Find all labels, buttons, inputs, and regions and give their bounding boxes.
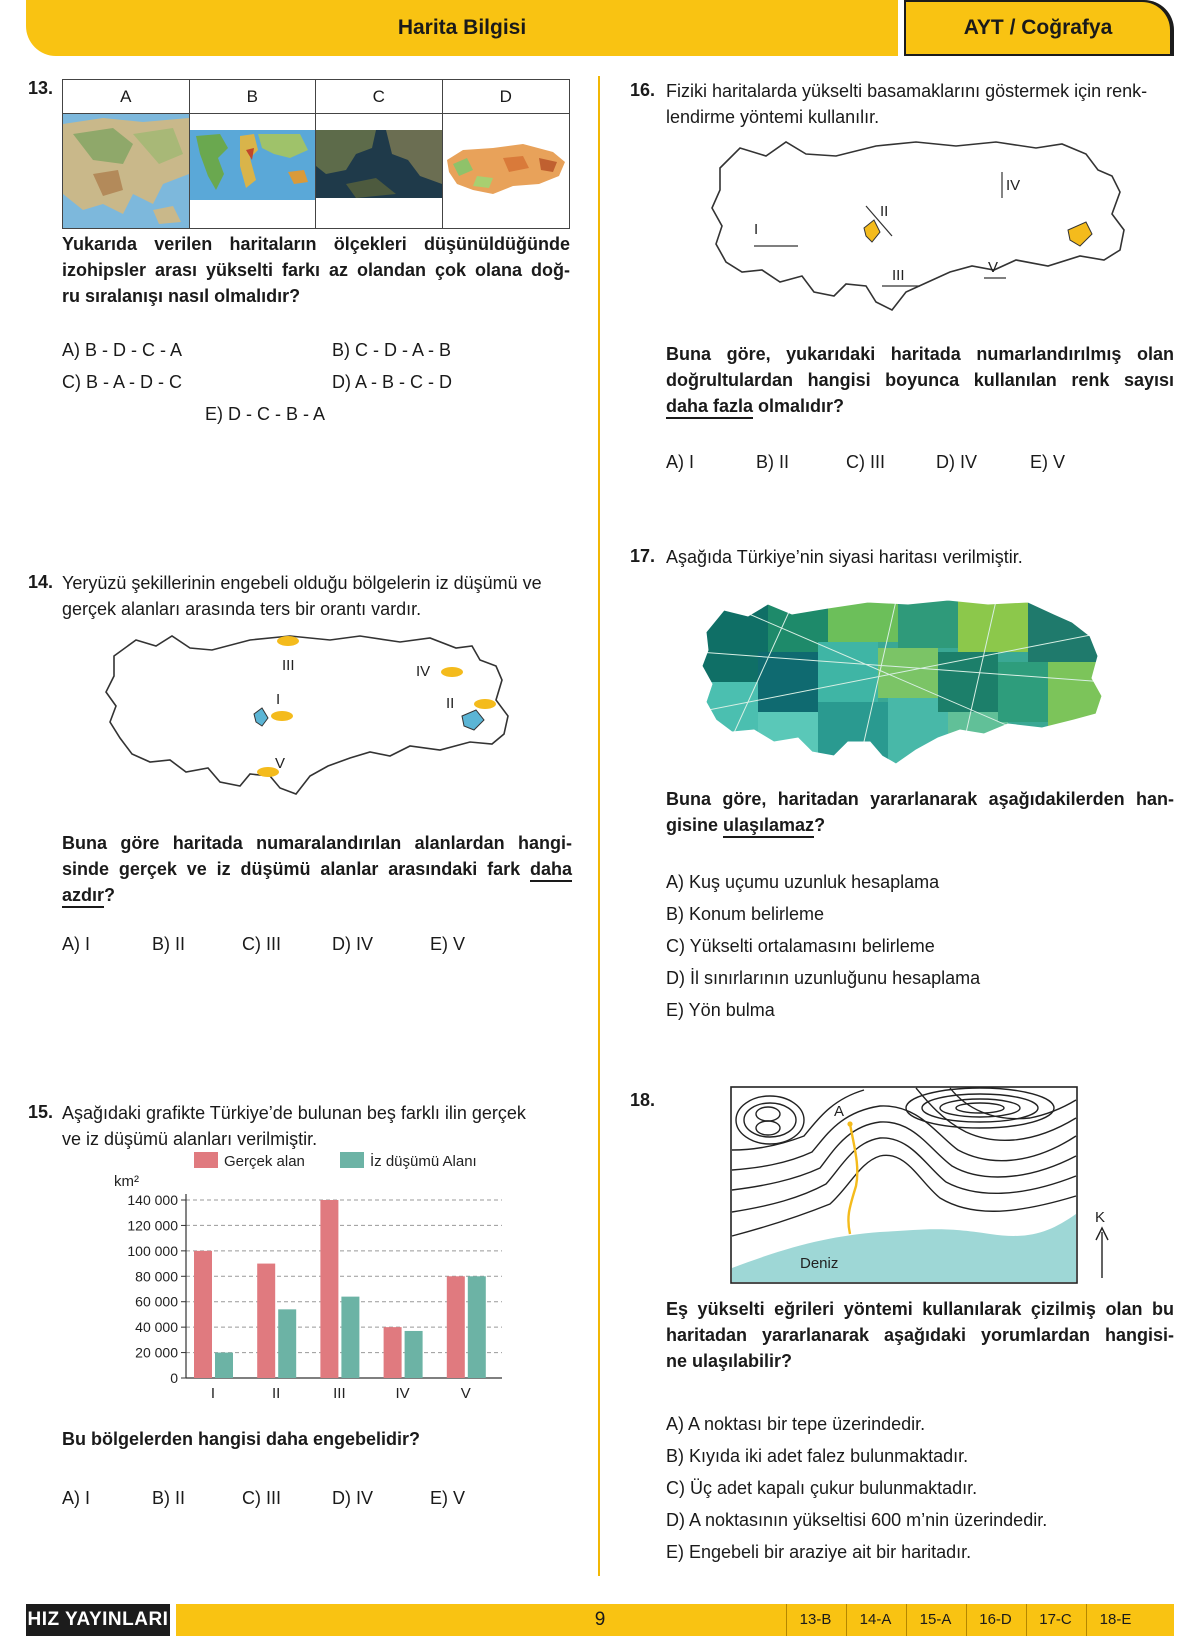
map-label-ii: II — [880, 203, 889, 220]
q14-question: Buna göre haritada numaralandırılan alanlardan hangi- sinde gerçek ve iz düşümü alanlar arasındaki fark daha azdır? — [62, 830, 572, 908]
y-axis-label: km² — [114, 1173, 139, 1190]
x-tick-label: V — [460, 1385, 471, 1402]
option-c[interactable]: C) III — [242, 1488, 281, 1508]
q15-intro: Aşağıdaki grafikte Türkiye’de bulunan beş farklı ilin gerçek ve iz düşümü alanları verilmiştir. — [62, 1103, 526, 1149]
bar-real-area — [257, 1264, 275, 1378]
option-b[interactable]: B) II — [152, 1488, 186, 1508]
y-tick-label: 40 000 — [135, 1319, 178, 1336]
option-e[interactable]: E) D - C - B - A — [205, 404, 326, 424]
answer-key-14: 14-A — [846, 1604, 904, 1636]
y-tick-label: 0 — [170, 1370, 178, 1386]
option-a[interactable]: A) I — [62, 1488, 91, 1508]
table-header-d: D — [443, 80, 570, 114]
q13-question: Yukarıda verilen haritaların ölçekleri düşünüldüğünde izohipsler arası yükselti farkı az olandan çok olana doğ- ru sıralanışı nasıl olmalıdır? — [62, 234, 570, 306]
y-tick-label: 140 000 — [127, 1192, 178, 1208]
map-label-iv: IV — [416, 663, 431, 680]
question-number: 15. — [28, 1102, 54, 1122]
map-label-iv: IV — [1006, 177, 1021, 194]
option-d[interactable]: D) IV — [332, 1488, 374, 1508]
x-tick-label: III — [333, 1385, 346, 1402]
option-d[interactable]: D) IV — [332, 934, 374, 954]
answer-key-18: 18-E — [1086, 1604, 1144, 1636]
answer-key-17: 17-C — [1026, 1604, 1084, 1636]
table-header-a: A — [63, 80, 190, 114]
bar-real-area — [194, 1251, 212, 1378]
option-c[interactable]: C) III — [846, 452, 885, 472]
legend-label: İz düşümü Alanı — [370, 1153, 477, 1170]
bar-projection-area — [215, 1353, 233, 1378]
y-tick-label: 20 000 — [135, 1344, 178, 1361]
map-label-i: I — [754, 221, 759, 238]
option-b[interactable]: B) Konum belirleme — [666, 904, 825, 924]
y-tick-label: 120 000 — [127, 1217, 178, 1234]
question-number: 14. — [28, 572, 54, 592]
map-image-asia — [63, 114, 190, 228]
map-label-v: V — [275, 755, 286, 772]
y-tick-label: 100 000 — [127, 1242, 178, 1259]
legend-label: Gerçek alan — [224, 1153, 305, 1170]
map-scale-table — [62, 79, 570, 229]
y-tick-label: 80 000 — [135, 1268, 178, 1285]
point-a-label: A — [834, 1103, 845, 1120]
option-a[interactable]: A) A noktası bir tepe üzerindedir. — [666, 1414, 926, 1434]
option-a[interactable]: A) Kuş uçumu uzunluk hesaplama — [666, 872, 940, 892]
option-b[interactable]: B) C - D - A - B — [332, 340, 452, 360]
option-a[interactable]: A) B - D - C - A — [62, 340, 183, 360]
page-number: 9 — [594, 1609, 606, 1630]
q18-question: Eş yükselti eğrileri yöntemi kullanılarak çizilmiş olan bu haritadan yararlanarak aşağıdaki yorumlardan hangisi- ne ulaşılabilir? — [666, 1299, 1174, 1371]
question-number: 16. — [630, 80, 656, 100]
q17-intro: Aşağıda Türkiye’nin siyasi haritası verilmiştir. — [666, 547, 1023, 567]
footer-bar — [176, 1604, 1174, 1636]
x-tick-label: I — [210, 1385, 216, 1402]
answer-key-15: 15-A — [906, 1604, 964, 1636]
q15-question: Bu bölgelerden hangisi daha engebelidir? — [62, 1429, 421, 1449]
x-tick-label: II — [272, 1385, 281, 1402]
map-label-iii: III — [892, 267, 905, 284]
q18-contour-map — [730, 1086, 1134, 1286]
q16-turkey-map — [706, 134, 1146, 320]
map-image-turkey-physical — [443, 114, 570, 228]
option-e[interactable]: E) Engebeli bir araziye ait bir haritadır. — [666, 1542, 972, 1562]
table-header-c: C — [316, 80, 443, 114]
option-e[interactable]: E) Yön bulma — [666, 1000, 775, 1020]
option-b[interactable]: B) II — [152, 934, 186, 954]
map-label-iii: III — [282, 657, 295, 674]
bar-projection-area — [405, 1331, 423, 1378]
q14-intro: Yeryüzü şekillerinin engebeli olduğu bölgelerin iz düşümü ve gerçek alanları arasında ters bir orantı vardır. — [62, 573, 542, 619]
option-c[interactable]: C) III — [242, 934, 281, 954]
q17-question: Buna göre, haritadan yararlanarak aşağıdakilerden han- gisine ulaşılamaz? — [666, 786, 1174, 838]
option-d[interactable]: D) İl sınırlarının uzunluğunu hesaplama — [666, 968, 981, 988]
option-d[interactable]: D) A noktasının yükseltisi 600 m’nin üzerindedir. — [666, 1510, 1048, 1530]
subject-title: AYT / Coğrafya — [963, 16, 1113, 39]
option-c[interactable]: C) Yükselti ortalamasını belirleme — [666, 936, 935, 956]
legend-swatch — [194, 1152, 218, 1168]
area-bar-chart — [110, 1150, 530, 1410]
option-c[interactable]: C) Üç adet kapalı çukur bulunmaktadır. — [666, 1478, 978, 1498]
section-title: Harita Bilgisi — [397, 16, 527, 39]
option-e[interactable]: E) V — [1030, 452, 1066, 472]
q16-question: Buna göre, yukarıdaki haritada numarlandırılmış olan doğrultulardan hangisi boyunca kullanılan renk sayısı daha fazla olmalıdır? — [666, 341, 1174, 419]
publisher-logo: HIZ YAYINLARI — [26, 1604, 170, 1636]
bar-real-area — [384, 1327, 402, 1378]
option-d[interactable]: D) A - B - C - D — [332, 372, 453, 392]
map-image-world — [190, 114, 317, 228]
option-c[interactable]: C) B - A - D - C — [62, 372, 183, 392]
bar-projection-area — [341, 1297, 359, 1378]
question-number: 18. — [630, 1090, 656, 1110]
option-e[interactable]: E) V — [430, 1488, 466, 1508]
option-b[interactable]: B) Kıyıda iki adet falez bulunmaktadır. — [666, 1446, 969, 1466]
table-header-b: B — [190, 80, 317, 114]
option-d[interactable]: D) IV — [936, 452, 978, 472]
answer-key-16: 16-D — [966, 1604, 1024, 1636]
q16-intro: Fiziki haritalarda yükselti basamaklarını göstermek için renk- lendirme yöntemi kullanılır. — [666, 81, 1148, 127]
map-label-ii: II — [446, 695, 455, 712]
bar-projection-area — [468, 1276, 486, 1378]
answer-key-13: 13-B — [786, 1604, 844, 1636]
x-tick-label: IV — [395, 1385, 410, 1402]
q17-political-map — [698, 592, 1106, 768]
option-e[interactable]: E) V — [430, 934, 466, 954]
north-label: K — [1095, 1209, 1106, 1226]
question-number: 17. — [630, 546, 656, 566]
q14-turkey-map — [100, 626, 530, 816]
bar-real-area — [447, 1276, 465, 1378]
bar-real-area — [320, 1200, 338, 1378]
option-a[interactable]: A) I — [666, 452, 695, 472]
map-image-satellite — [316, 114, 443, 228]
column-divider — [598, 76, 600, 1576]
option-b[interactable]: B) II — [756, 452, 790, 472]
legend-swatch — [340, 1152, 364, 1168]
map-label-i: I — [276, 691, 281, 708]
map-label-v: V — [988, 259, 999, 276]
sea-label: Deniz — [800, 1255, 839, 1272]
y-tick-label: 60 000 — [135, 1293, 178, 1310]
question-number: 13. — [28, 78, 54, 98]
option-a[interactable]: A) I — [62, 934, 91, 954]
bar-projection-area — [278, 1309, 296, 1378]
